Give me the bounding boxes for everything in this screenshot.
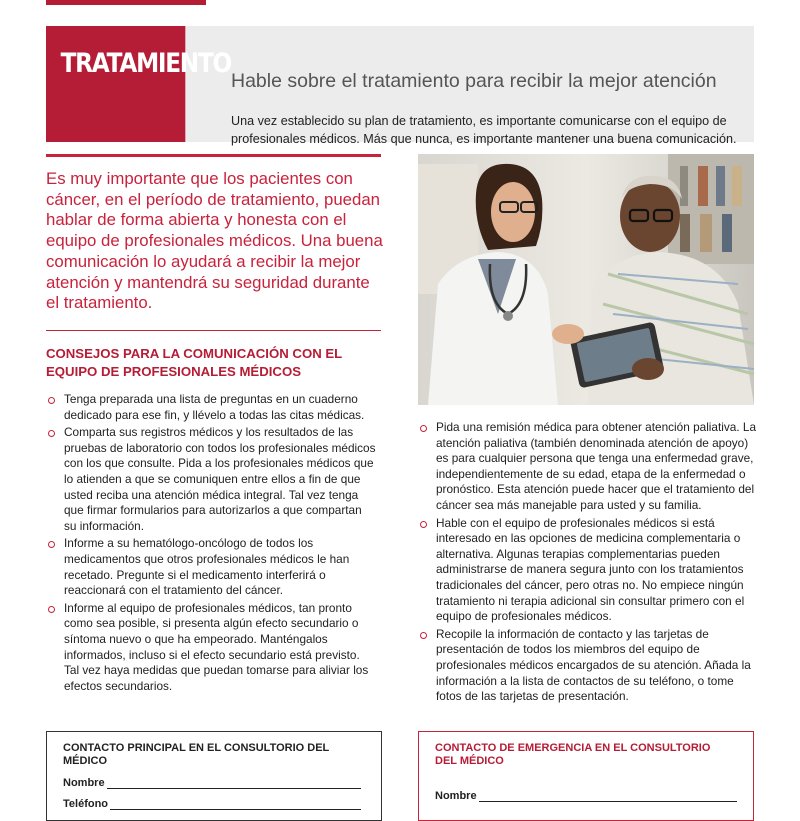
bullet-circle-icon <box>420 632 427 639</box>
list-item-text: Recopile la información de contacto y las tarjetas de presentación de todos los miembros del equipo de profesionales médicos encargados de su atención. Añada la información a la lista de contactos de su teléfono, o tome fotos de las tarjetas de presentación. <box>436 626 751 704</box>
intro-paragraph: Es muy importante que los pacientes con cáncer, en el período de tratamiento, puedan hablar de forma abierta y honesta con el equipo de profesionales médicos. Una buena comunicación lo ayudará a recibir la mejor atención y mantendrá su seguridad durante el tratamiento. <box>46 169 383 313</box>
primary-contact-box <box>46 731 382 821</box>
tips-heading: CONSEJOS PARA LA COMUNICACIÓN CON EL EQUIPO DE PROFESIONALES MÉDICOS <box>46 346 343 379</box>
primary-phone-field[interactable] <box>63 798 365 810</box>
list-item-text: Tenga preparada una lista de preguntas en un cuaderno dedicado para ese fin, y llévelo a todas las citas médicas. <box>64 392 365 422</box>
list-item <box>418 516 758 625</box>
section-tag: TRATAMIENTO <box>46 26 185 142</box>
emergency-name-label: Nombre <box>435 790 477 802</box>
list-item <box>418 420 758 514</box>
list-item <box>46 425 376 534</box>
list-item <box>46 392 376 423</box>
doctor-patient-photo <box>418 154 754 405</box>
bullet-circle-icon <box>48 397 55 404</box>
primary-name-field[interactable] <box>63 777 365 789</box>
primary-name-line[interactable] <box>107 779 361 789</box>
list-item-text: Pida una remisión médica para obtener atención paliativa. La atención paliativa (también denominada atención de apoyo) es para cualquier persona que tenga una enfermedad grave, independientemente de su edad, etapa de la enfermedad o pronóstico. Esta atención puede hacer que el tratamiento del cáncer sea más manejable para usted y su familia. <box>436 420 757 512</box>
emergency-contact-title: CONTACTO DE EMERGENCIA EN EL CONSULTORIO DEL MÉDICO <box>435 742 711 767</box>
photo-illustration <box>418 154 754 405</box>
list-item-text: Informe al equipo de profesionales médicos, tan pronto como sea posible, si presenta algún efecto secundario o síntoma nuevo o que ha empeorado. Manténgalos informados, incluso si el efecto secundario está previsto. Tal vez haya medidas que puedan tomarse para aliviar los efectos secundarios. <box>64 600 369 693</box>
tips-list-right <box>418 420 758 707</box>
emergency-name-line[interactable] <box>479 792 737 802</box>
list-item-text: Informe a su hematólogo-oncólogo de todos los medicamentos que otros profesionales médicos le han recetado. Pregunte si el medicamento interferirá o reaccionará con el tratamiento del cáncer. <box>64 536 350 598</box>
top-accent-bar <box>46 0 206 5</box>
emergency-contact-box <box>418 731 754 821</box>
primary-phone-label: Teléfono <box>63 798 109 810</box>
emergency-name-field[interactable] <box>435 790 737 802</box>
bullet-circle-icon <box>420 425 427 432</box>
section-description: Una vez establecido su plan de tratamiento, es importante comunicarse con el equipo de profesionales médicos. Más que nunca, es importante mantener una buena comunicación. <box>231 114 737 146</box>
section-header <box>46 26 754 146</box>
bullet-circle-icon <box>48 541 55 548</box>
list-item <box>46 536 376 598</box>
list-item <box>418 627 758 705</box>
list-item-text: Hable con el equipo de profesionales médicos si está interesado en las opciones de medicina complementaria o alternativa. Algunas terapias complementarias pueden administrarse de manera segura junto con los tratamientos tradicionales del cáncer, pero otras no. No empiece ningún tratamiento ni terapia adicional sin consultar primero con el equipo de profesionales médicos. <box>436 515 745 624</box>
bullet-circle-icon <box>48 430 55 437</box>
section-title: Hable sobre el tratamiento para recibir la mejor atención <box>231 70 717 92</box>
bullet-circle-icon <box>48 606 55 613</box>
tips-list-left <box>46 392 376 696</box>
primary-name-label: Nombre <box>63 777 105 789</box>
list-item-text: Comparta sus registros médicos y los resultados de las pruebas de laboratorio con todos los profesionales médicos con los que consulte. Pida a los profesionales médicos que lo atienden a que se comuniquen entre ellos a fin de que usted reciba una atención médica integral. Tal vez tenga que firmar formularios para autorizarlos a que compartan su información. <box>64 425 376 533</box>
primary-contact-title: CONTACTO PRINCIPAL EN EL CONSULTORIO DEL MÉDICO <box>63 742 330 767</box>
list-item <box>46 601 376 695</box>
bullet-circle-icon <box>420 521 427 528</box>
intro-rule-top <box>46 154 381 157</box>
intro-rule-bottom <box>46 330 381 331</box>
primary-phone-line[interactable] <box>110 800 361 810</box>
